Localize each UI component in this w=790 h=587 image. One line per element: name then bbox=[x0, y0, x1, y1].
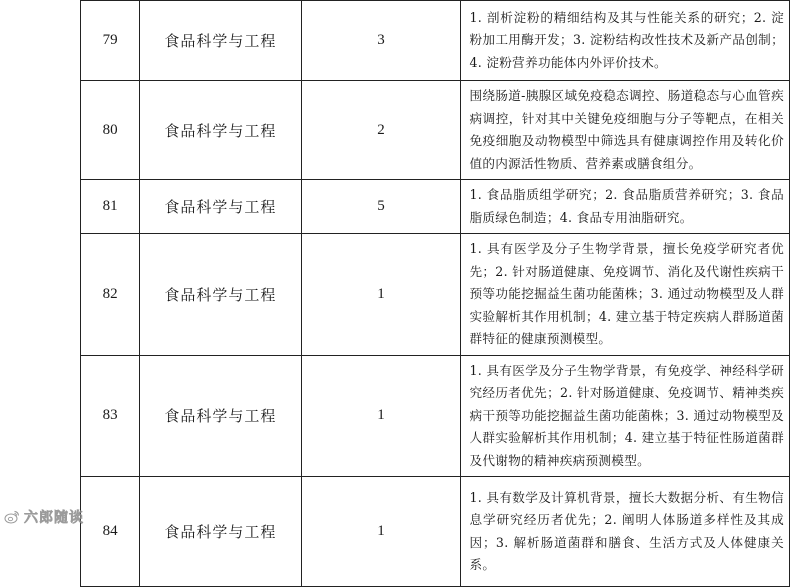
research-direction: 1. 具有数学及计算机背景，擅长大数据分析、有生物信息学研究经历者优先；2. 阐明人体肠道多样性及其成因；3. 解析肠道菌群和膳食、生活方式及人体健康关系。 bbox=[461, 477, 790, 587]
research-direction: 围绕肠道-胰腺区域免疫稳态调控、肠道稳态与心血管疾病调控，针对其中关键免疫细胞与分子等靶点，在相关免疫细胞及动物模型中筛选具有健康调控作用及转化价值的内源活性物质、营养素或膳食组分。 bbox=[461, 81, 790, 180]
row-number: 80 bbox=[81, 81, 140, 180]
major-name: 食品科学与工程 bbox=[140, 355, 301, 477]
research-direction: 1. 具有医学及分子生物学背景，有免疫学、神经科学研究经历者优先；2. 针对肠道健康、免疫调节、精神类疾病干预等功能挖掘益生菌功能菌株；3. 通过动物模型及人群实验解析其作用机制；4. 建立基于特征性肠道菌群及代谢物的精神疾病预测模型。 bbox=[461, 355, 790, 477]
watermark-text: 六郎随谈 bbox=[24, 510, 84, 526]
headcount: 2 bbox=[301, 81, 461, 180]
major-name: 食品科学与工程 bbox=[140, 477, 301, 587]
headcount: 1 bbox=[301, 355, 461, 477]
major-name: 食品科学与工程 bbox=[140, 234, 301, 356]
major-name: 食品科学与工程 bbox=[140, 81, 301, 180]
headcount: 3 bbox=[301, 1, 461, 81]
row-number: 84 bbox=[81, 477, 140, 587]
row-number: 81 bbox=[81, 180, 140, 234]
research-direction: 1. 具有医学及分子生物学背景，擅长免疫学研究者优先；2. 针对肠道健康、免疫调节、消化及代谢性疾病干预等功能挖掘益生菌功能菌株；3. 通过动物模型及人群实验解析其作用机制；4. 建立基于特定疾病人群肠道菌群特征的健康预测模型。 bbox=[461, 234, 790, 356]
table-row bbox=[81, 234, 790, 356]
recruitment-table bbox=[80, 0, 790, 587]
headcount: 5 bbox=[301, 180, 461, 234]
major-name: 食品科学与工程 bbox=[140, 180, 301, 234]
headcount: 1 bbox=[301, 234, 461, 356]
table-row bbox=[81, 1, 790, 81]
table-row bbox=[81, 477, 790, 587]
row-number: 83 bbox=[81, 355, 140, 477]
row-number: 82 bbox=[81, 234, 140, 356]
research-direction: 1. 食品脂质组学研究；2. 食品脂质营养研究；3. 食品脂质绿色制造；4. 食品专用油脂研究。 bbox=[461, 180, 790, 234]
sina-weibo-icon bbox=[4, 509, 20, 525]
row-number: 79 bbox=[81, 1, 140, 81]
watermark bbox=[4, 507, 84, 527]
research-direction: 1. 剖析淀粉的精细结构及其与性能关系的研究；2. 淀粉加工用酶开发；3. 淀粉结构改性技术及新产品创制；4. 淀粉营养功能体内外评价技术。 bbox=[461, 1, 790, 81]
table-row bbox=[81, 81, 790, 180]
table-row bbox=[81, 180, 790, 234]
major-name: 食品科学与工程 bbox=[140, 1, 301, 81]
headcount: 1 bbox=[301, 477, 461, 587]
table-row bbox=[81, 355, 790, 477]
